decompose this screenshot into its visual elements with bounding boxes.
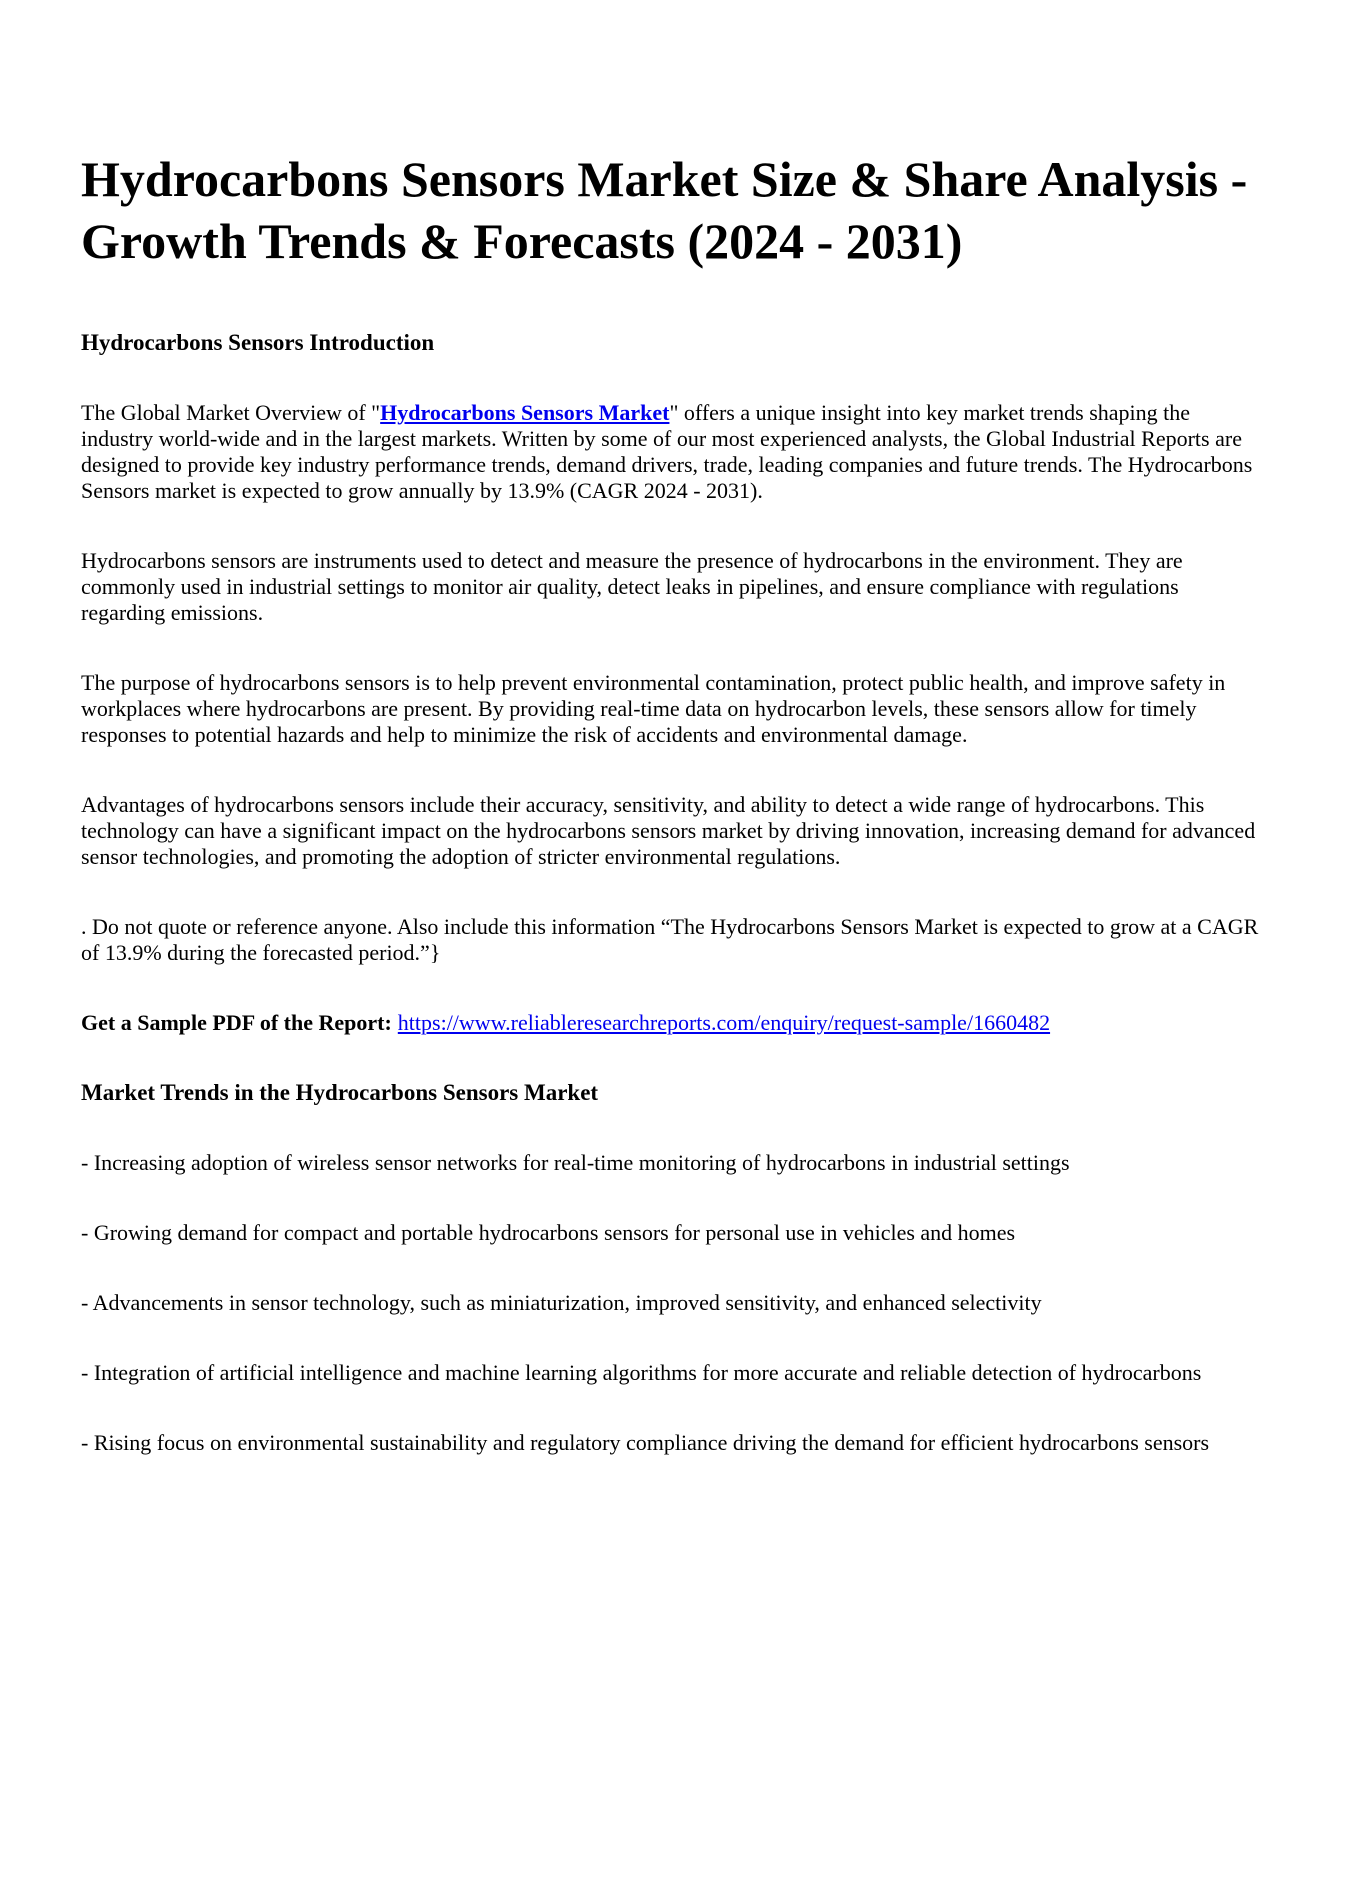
trend-item: - Integration of artificial intelligence and machine learning algorithms for more accurate and reliable detection of hydrocarbons	[81, 1360, 1202, 1385]
intro-paragraph-2: Hydrocarbons sensors are instruments used to detect and measure the presence of hydrocarbons in the environment. They are commonly used in industrial settings to monitor air quality, detect leaks in pipelines, and ensure compliance with regulations regarding emissions.	[81, 548, 1183, 625]
sample-report-url-link[interactable]: https://www.reliableresearchreports.com/enquiry/request-sample/1660482	[397, 1010, 1051, 1035]
intro-heading: Hydrocarbons Sensors Introduction	[81, 330, 435, 355]
sample-report-line	[81, 1010, 1211, 1036]
intro-paragraph-5: . Do not quote or reference anyone. Also include this information “The Hydrocarbons Sensors Market is expected to grow at a CAGR of 13.9% during the forecasted period.”}	[81, 914, 1259, 965]
trend-item: - Rising focus on environmental sustainability and regulatory compliance driving the demand for efficient hydrocarbons sensors	[81, 1430, 1210, 1455]
intro-paragraph-1-after-link: " offers a unique insight into key market trends shaping the industry world-wide and in the largest markets. Written by some of our most experienced analysts, the Global Industrial Reports are designed to provide key industry performance trends, demand drivers, trade, leading companies and future trends. The Hydrocarbons Sensors market is expected to grow annually by 13.9% (CAGR 2024 - 2031).	[81, 400, 1253, 503]
intro-paragraph-1	[81, 400, 1264, 504]
hydrocarbons-sensors-market-link[interactable]: Hydrocarbons Sensors Market	[380, 400, 670, 425]
market-trends-heading: Market Trends in the Hydrocarbons Sensors Market	[81, 1080, 599, 1105]
trend-item: - Increasing adoption of wireless sensor networks for real-time monitoring of hydrocarbons in industrial settings	[81, 1150, 1070, 1175]
intro-paragraph-4: Advantages of hydrocarbons sensors include their accuracy, sensitivity, and ability to detect a wide range of hydrocarbons. This technology can have a significant impact on the hydrocarbons sensors market by driving innovation, increasing demand for advanced sensor technologies, and promoting the adoption of stricter environmental regulations.	[81, 792, 1256, 869]
intro-paragraph-1-before-link: The Global Market Overview of "	[81, 400, 381, 425]
intro-paragraph-3: The purpose of hydrocarbons sensors is to help prevent environmental contamination, protect public health, and improve safety in workplaces where hydrocarbons are present. By providing real-time data on hydrocarbon levels, these sensors allow for timely responses to potential hazards and help to minimize the risk of accidents and environmental damage.	[81, 670, 1226, 747]
sample-report-label: Get a Sample PDF of the Report:	[81, 1010, 392, 1035]
page-title: Hydrocarbons Sensors Market Size & Share Analysis - Growth Trends & Forecasts (2024 - 2031)	[81, 151, 1248, 269]
trend-item: - Advancements in sensor technology, such as miniaturization, improved sensitivity, and enhanced selectivity	[81, 1290, 1042, 1315]
trend-item: - Growing demand for compact and portable hydrocarbons sensors for personal use in vehicles and homes	[81, 1220, 1016, 1245]
